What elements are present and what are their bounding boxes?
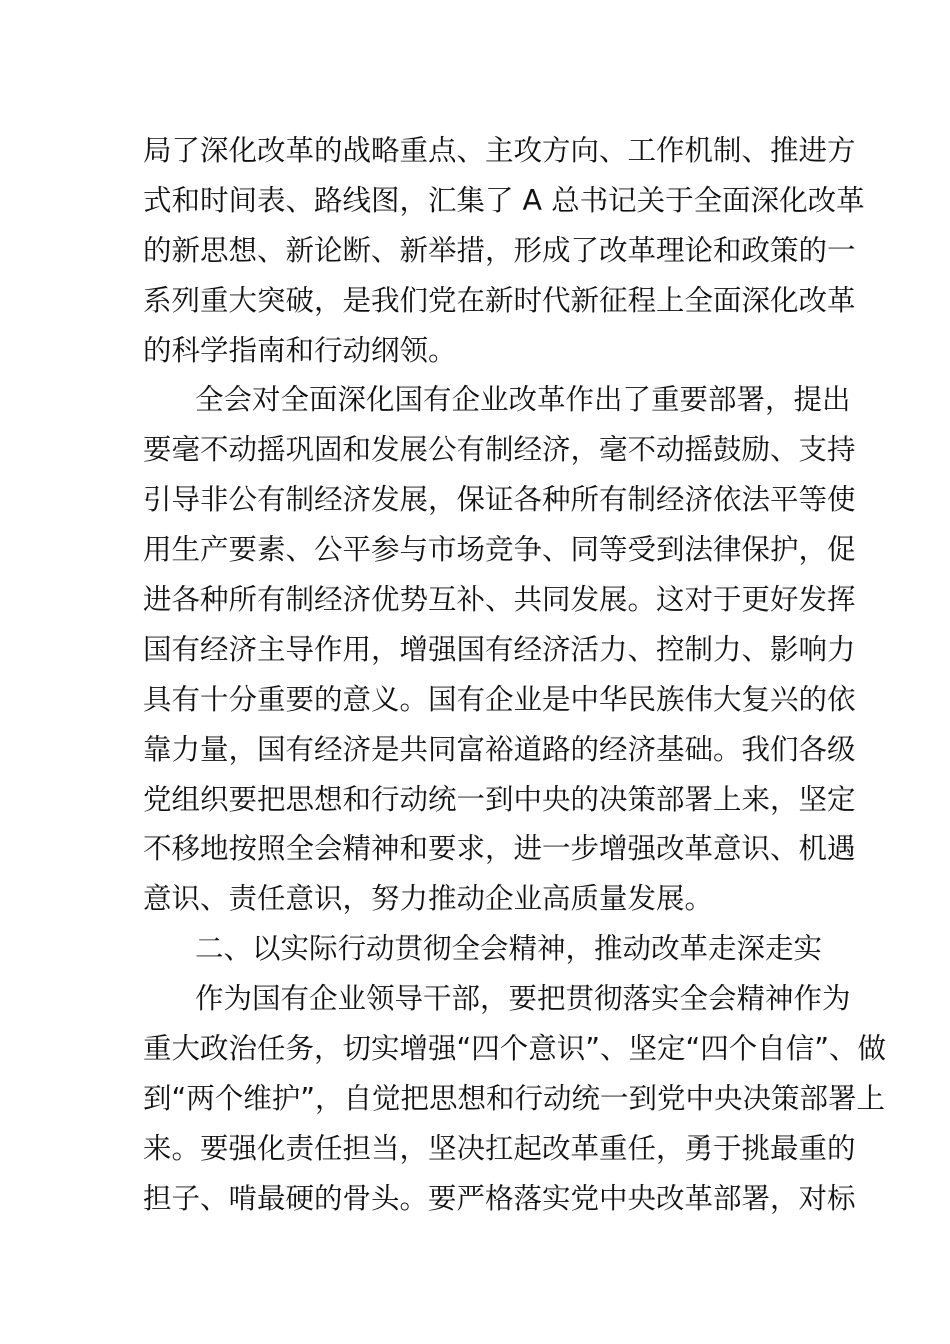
text-line: 意识、责任意识，努力推动企业高质量发展。: [143, 882, 714, 916]
text-line: 系列重大突破，是我们党在新时代新征程上全面深化改革: [143, 283, 856, 317]
paragraph-3: [143, 974, 887, 1223]
text-line: 到“两个维护”，自觉把思想和行动统一到党中央决策部署上: [143, 1081, 886, 1115]
document-body: [143, 126, 887, 1224]
heading-line: 二、以实际行动贯彻全会精神，推动改革走深走实: [195, 932, 823, 966]
text-line: 全会对全面深化国有企业改革作出了重要部署，提出: [195, 383, 851, 417]
text-line: 要毫不动摇巩固和发展公有制经济，毫不动摇鼓励、支持: [143, 433, 856, 467]
text-line: 来。要强化责任担当，坚决扛起改革重任，勇于挑最重的: [143, 1131, 856, 1165]
paragraph-1: [143, 126, 865, 375]
text-line: 式和时间表、路线图，汇集了 A 总书记关于全面深化改革: [143, 183, 865, 217]
text-line: 靠力量，国有经济是共同富裕道路的经济基础。我们各级: [143, 732, 856, 766]
text-line: 的科学指南和行动纲领。: [143, 333, 457, 367]
text-line: 具有十分重要的意义。国有企业是中华民族伟大复兴的依: [143, 682, 856, 716]
text-line: 引导非公有制经济发展，保证各种所有制经济依法平等使: [143, 483, 856, 517]
text-line: 作为国有企业领导干部，要把贯彻落实全会精神作为: [195, 982, 851, 1016]
text-line: 的新思想、新论断、新举措，形成了改革理论和政策的一: [143, 233, 856, 267]
section-heading: [143, 924, 823, 974]
text-line: 不移地按照全会精神和要求，进一步增强改革意识、机遇: [143, 832, 856, 866]
text-line: 进各种所有制经济优势互补、共同发展。这对于更好发挥: [143, 583, 856, 617]
text-line: 国有经济主导作用，增强国有经济活力、控制力、影响力: [143, 632, 856, 666]
text-line: 局了深化改革的战略重点、主攻方向、工作机制、推进方: [143, 134, 856, 167]
text-line: 用生产要素、公平参与市场竞争、同等受到法律保护，促: [143, 533, 856, 567]
text-line: 担子、啃最硬的骨头。要严格落实党中央改革部署，对标: [143, 1181, 856, 1215]
text-line: 重大政治任务，切实增强“四个意识”、坚定“四个自信”、做: [143, 1032, 887, 1066]
text-line: 党组织要把思想和行动统一到中央的决策部署上来，坚定: [143, 782, 856, 816]
paragraph-2: [143, 375, 856, 924]
